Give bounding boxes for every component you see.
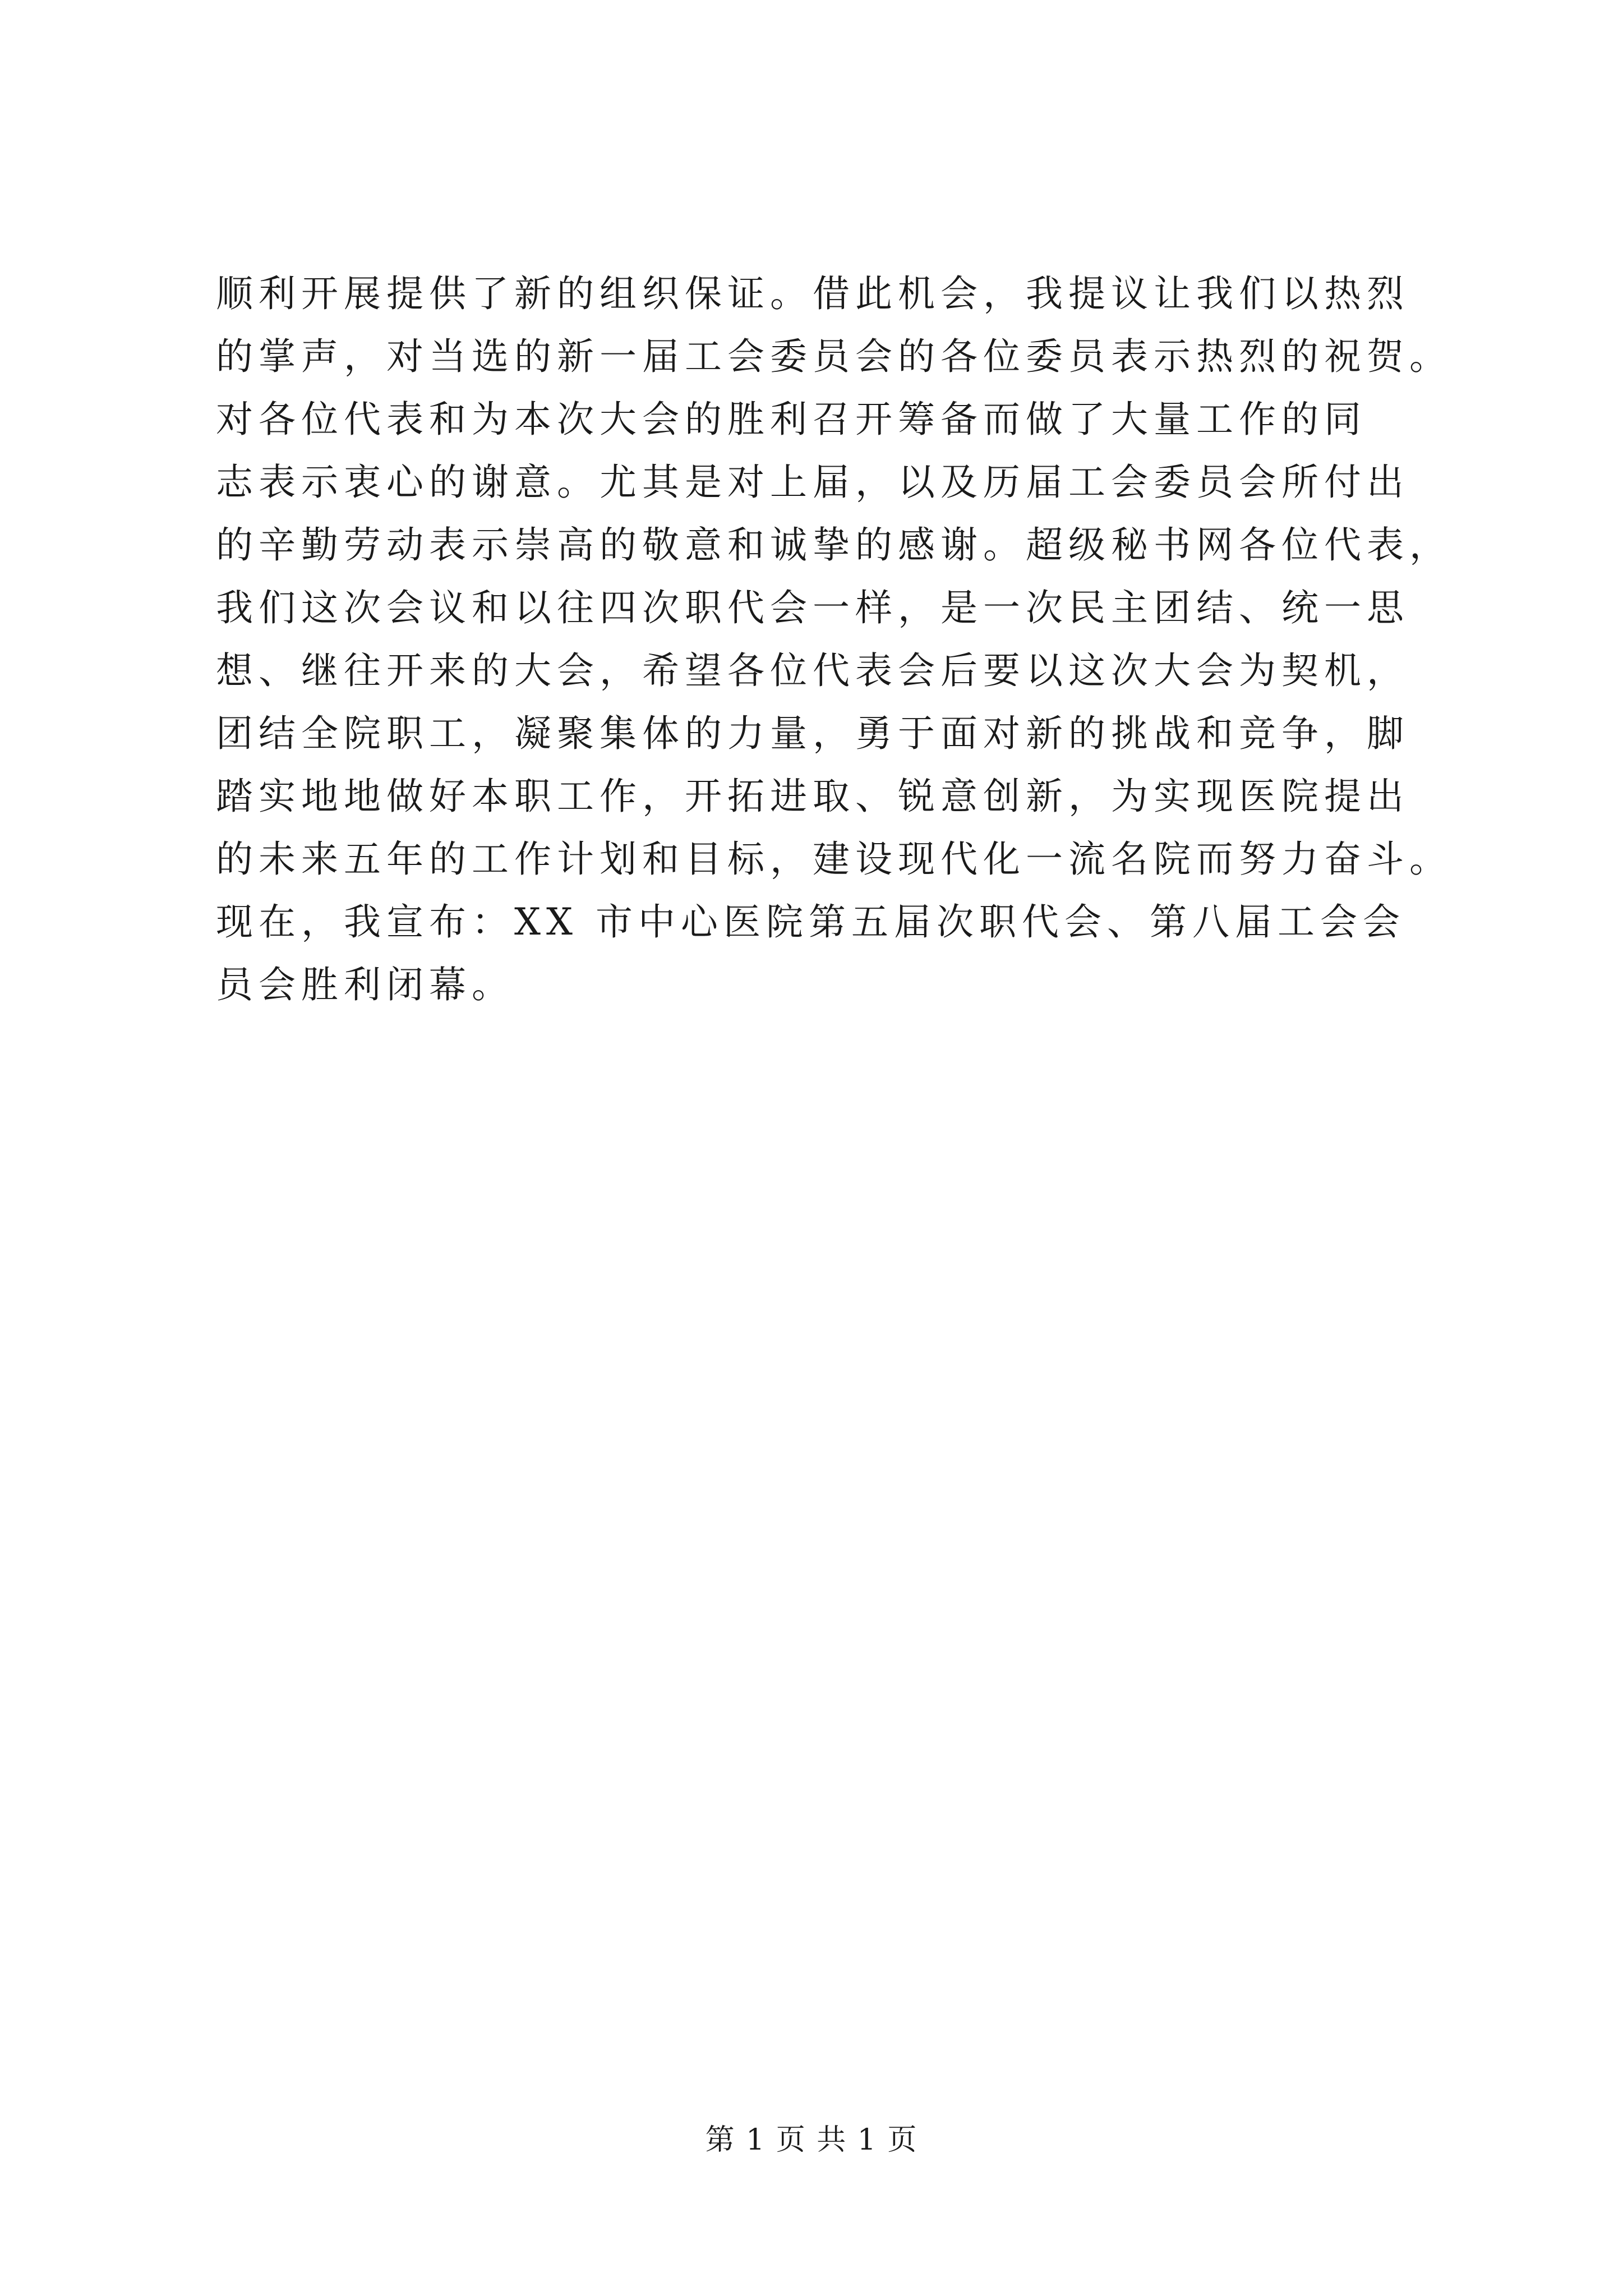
text-line-12: 员会胜利闭幕。 [216,963,514,1006]
text-line-4: 志表示衷心的谢意。尤其是对上届，以及历届工会委员会所付出 [216,461,1409,504]
text-line-3: 对各位代表和为本次大会的胜利召开筹备而做了大量工作的同 [216,398,1367,441]
page-footer: 第 1 页 共 1 页 [705,2123,918,2157]
text-line-9: 踏实地地做好本职工作，开拓进取、锐意创新，为实现医院提出 [216,775,1409,818]
text-line-8: 团结全院职工，凝聚集体的力量，勇于面对新的挑战和竞争，脚 [216,712,1409,755]
text-line-1: 顺利开展提供了新的组织保证。借此机会，我提议让我们以热烈 [216,272,1409,315]
text-line-7: 想、继往开来的大会，希望各位代表会后要以这次大会为契机， [216,649,1409,692]
text-line-10: 的未来五年的工作计划和目标，建设现代化一流名院而努力奋斗。 [216,838,1452,881]
text-line-5: 的辛勤劳动表示崇高的敬意和诚挚的感谢。超级秘书网各位代表， [216,523,1452,567]
text-line-2: 的掌声，对当选的新一届工会委员会的各位委员表示热烈的祝贺。 [216,335,1452,378]
text-line-11: 现在，我宣布：XX 市中心医院第五届次职代会、第八届工会会 [216,900,1405,944]
body-text [216,263,1506,1016]
text-line-6: 我们这次会议和以往四次职代会一样，是一次民主团结、统一思 [216,586,1409,629]
